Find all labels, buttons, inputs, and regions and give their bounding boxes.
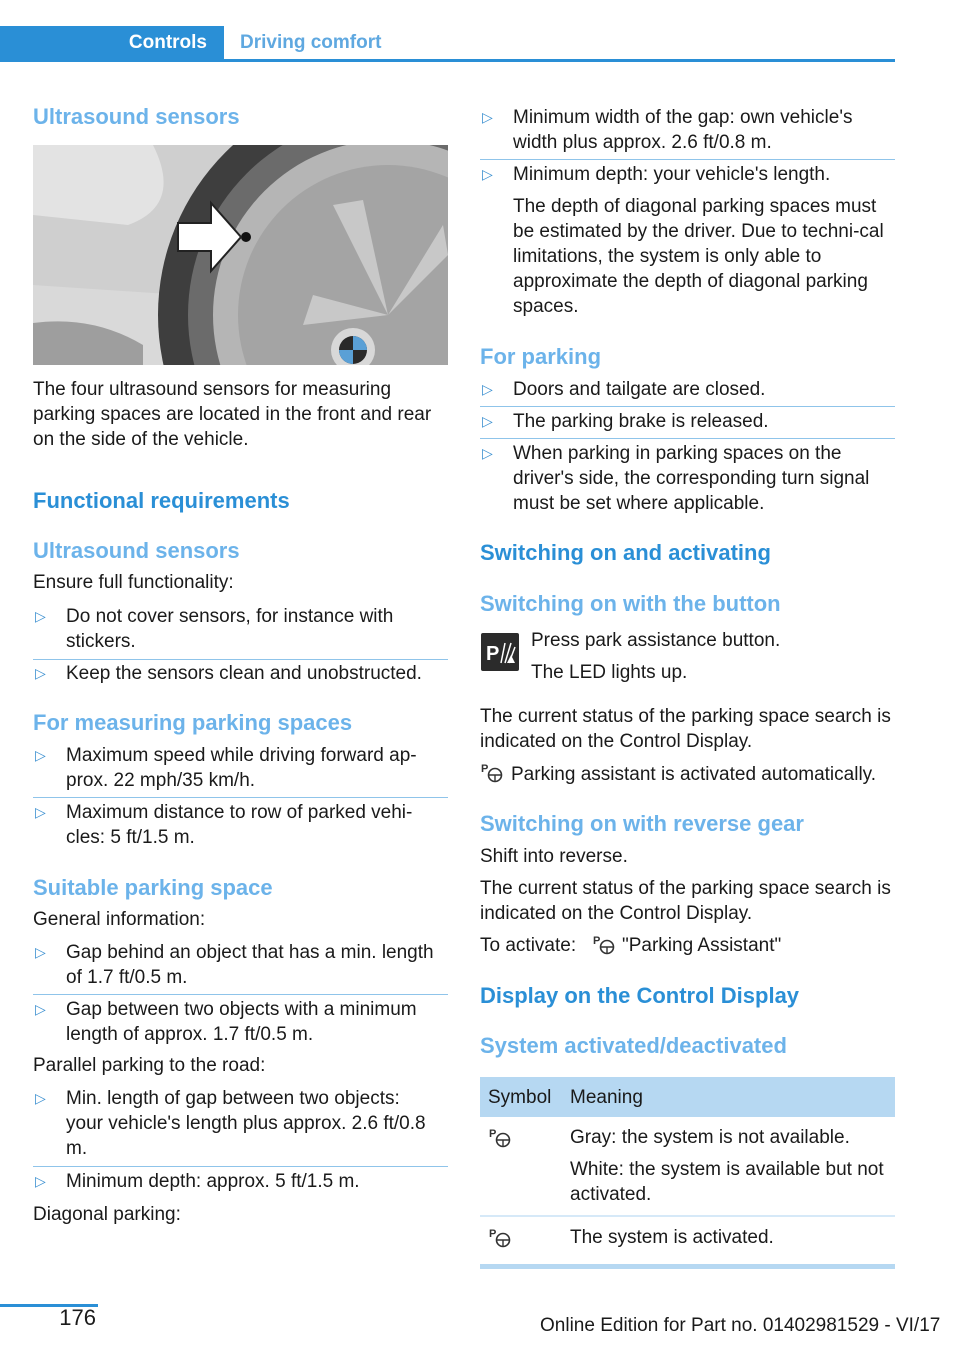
activate-menu-item: "Parking Assistant"	[622, 935, 782, 956]
svg-text:P: P	[486, 643, 500, 665]
triangle-right-icon: ▷	[35, 747, 46, 763]
list-item: ▷ Doors and tailgate are closed.	[482, 379, 766, 400]
triangle-right-icon: ▷	[35, 944, 46, 960]
triangle-right-icon: ▷	[35, 608, 46, 624]
separator	[33, 994, 448, 995]
symbol-table	[480, 1077, 895, 1269]
meaning-white-text: White: the system is available but not activated.	[570, 1159, 884, 1205]
triangle-right-icon: ▷	[482, 445, 493, 461]
heading-switching-on-activating: Switching on and activating	[480, 540, 771, 565]
separator	[480, 159, 895, 160]
svg-text:P: P	[593, 935, 601, 947]
table-row	[480, 1216, 895, 1267]
park-assist-button-icon	[481, 633, 519, 671]
table-row	[480, 1117, 895, 1216]
parking-assistant-icon	[488, 1125, 514, 1149]
triangle-right-icon: ▷	[35, 1090, 46, 1106]
meaning-cell	[562, 1117, 895, 1216]
triangle-right-icon: ▷	[35, 804, 46, 820]
parking-assistant-icon	[592, 932, 618, 956]
list-item: ▷ Min. length of gap between two objects: your vehicle's length plus approx. 2.6 ft/0.8 m.	[35, 1088, 426, 1159]
list-item: ▷ Gap between two objects with a minimum length of approx. 1.7 ft/0.5 m.	[35, 999, 417, 1045]
auto-activated-text: Parking assistant is activated automatically.	[511, 764, 877, 785]
list-item: ▷ Minimum depth: your vehicle's length.	[482, 164, 831, 185]
activate-prefix: To activate:	[480, 935, 577, 956]
heading-switching-reverse-gear: Switching on with reverse gear	[480, 811, 804, 836]
heading-suitable-parking-space: Suitable parking space	[33, 875, 273, 900]
ensure-text: Ensure full functionality:	[33, 572, 234, 593]
parking-assistant-icon	[480, 760, 506, 784]
separator	[480, 438, 895, 439]
tab-controls[interactable]: Controls	[0, 26, 224, 59]
page-number: 176	[59, 1305, 96, 1330]
svg-text:P: P	[481, 763, 489, 775]
meaning-cell: The system is activated.	[562, 1216, 895, 1267]
list-item: ▷ Maximum distance to row of parked vehi‐cles: 5 ft/1.5 m.	[35, 802, 413, 848]
svg-text:P: P	[489, 1228, 497, 1240]
list-item: ▷ Minimum width of the gap: own vehicle's width plus approx. 2.6 ft/0.8 m.	[482, 107, 853, 153]
tab-driving-comfort[interactable]: Driving comfort	[240, 32, 382, 53]
triangle-right-icon: ▷	[482, 109, 493, 125]
column-header-symbol: Symbol	[480, 1077, 562, 1117]
press-button-text: Press park assistance button.	[531, 630, 781, 651]
heading-system-activated-deactivated: System activated/deactivated	[480, 1033, 787, 1058]
shift-reverse-text: Shift into reverse.	[480, 846, 628, 867]
triangle-right-icon: ▷	[482, 166, 493, 182]
status-paragraph-2: The current status of the parking space search is indicated on the Control Display.	[480, 878, 891, 924]
separator	[33, 659, 448, 660]
parallel-parking-text: Parallel parking to the road:	[33, 1055, 266, 1076]
column-header-meaning: Meaning	[562, 1077, 895, 1117]
header-tab-bar	[0, 26, 895, 62]
heading-ultrasound-sensors: Ultrasound sensors	[33, 104, 240, 129]
separator	[33, 797, 448, 798]
meaning-gray-text: Gray: the system is not available.	[570, 1127, 850, 1148]
triangle-right-icon: ▷	[35, 1001, 46, 1017]
list-item: ▷ Maximum speed while driving forward ap‐prox. 22 mph/35 km/h.	[35, 745, 417, 791]
triangle-right-icon: ▷	[35, 1173, 46, 1189]
symbol-cell	[480, 1117, 562, 1216]
parking-assistant-icon	[488, 1225, 514, 1249]
separator	[33, 1166, 448, 1167]
list-item: ▷ When parking in parking spaces on the driver's side, the corresponding turn signal must be set where applicable.	[482, 443, 870, 514]
list-item: ▷ Minimum depth: approx. 5 ft/1.5 m.	[35, 1171, 360, 1192]
heading-display-control-display: Display on the Control Display	[480, 983, 800, 1008]
heading-for-parking: For parking	[480, 344, 602, 369]
diagonal-depth-note: The depth of diagonal parking spaces must be estimated by the driver. Due to techni‐cal limitations, the system is only able to approximate the depth of diagonal parking spaces.	[513, 196, 884, 317]
list-item: ▷ Do not cover sensors, for instance with stickers.	[35, 606, 394, 652]
list-item: ▷ The parking brake is released.	[482, 411, 769, 432]
heading-switching-on-button: Switching on with the button	[480, 591, 781, 616]
status-paragraph-1: The current status of the parking space search is indicated on the Control Display.	[480, 706, 891, 752]
triangle-right-icon: ▷	[482, 381, 493, 397]
heading-ultrasound-sensors-2: Ultrasound sensors	[33, 538, 240, 563]
heading-functional-requirements: Functional requirements	[33, 488, 290, 513]
heading-measuring-parking-spaces: For measuring parking spaces	[33, 710, 353, 735]
ultrasound-sensor-photo	[33, 145, 448, 365]
sensor-illustration	[33, 145, 448, 365]
table-header-row	[480, 1077, 895, 1117]
separator	[480, 406, 895, 407]
diagonal-parking-text: Diagonal parking:	[33, 1204, 181, 1225]
edition-footer: Online Edition for Part no. 01402981529 - VI/17	[540, 1315, 941, 1336]
intro-paragraph: The four ultrasound sensors for measuring parking spaces are located in the front and rear on the side of the vehicle.	[33, 379, 432, 450]
triangle-right-icon: ▷	[482, 413, 493, 429]
svg-text:P: P	[489, 1128, 497, 1140]
general-info-text: General information:	[33, 909, 206, 930]
list-item: ▷ Gap behind an object that has a min. length of 1.7 ft/0.5 m.	[35, 942, 434, 988]
list-item: ▷ Keep the sensors clean and unobstructed.	[35, 663, 422, 684]
led-lights-text: The LED lights up.	[531, 662, 688, 683]
symbol-cell	[480, 1216, 562, 1267]
triangle-right-icon: ▷	[35, 665, 46, 681]
